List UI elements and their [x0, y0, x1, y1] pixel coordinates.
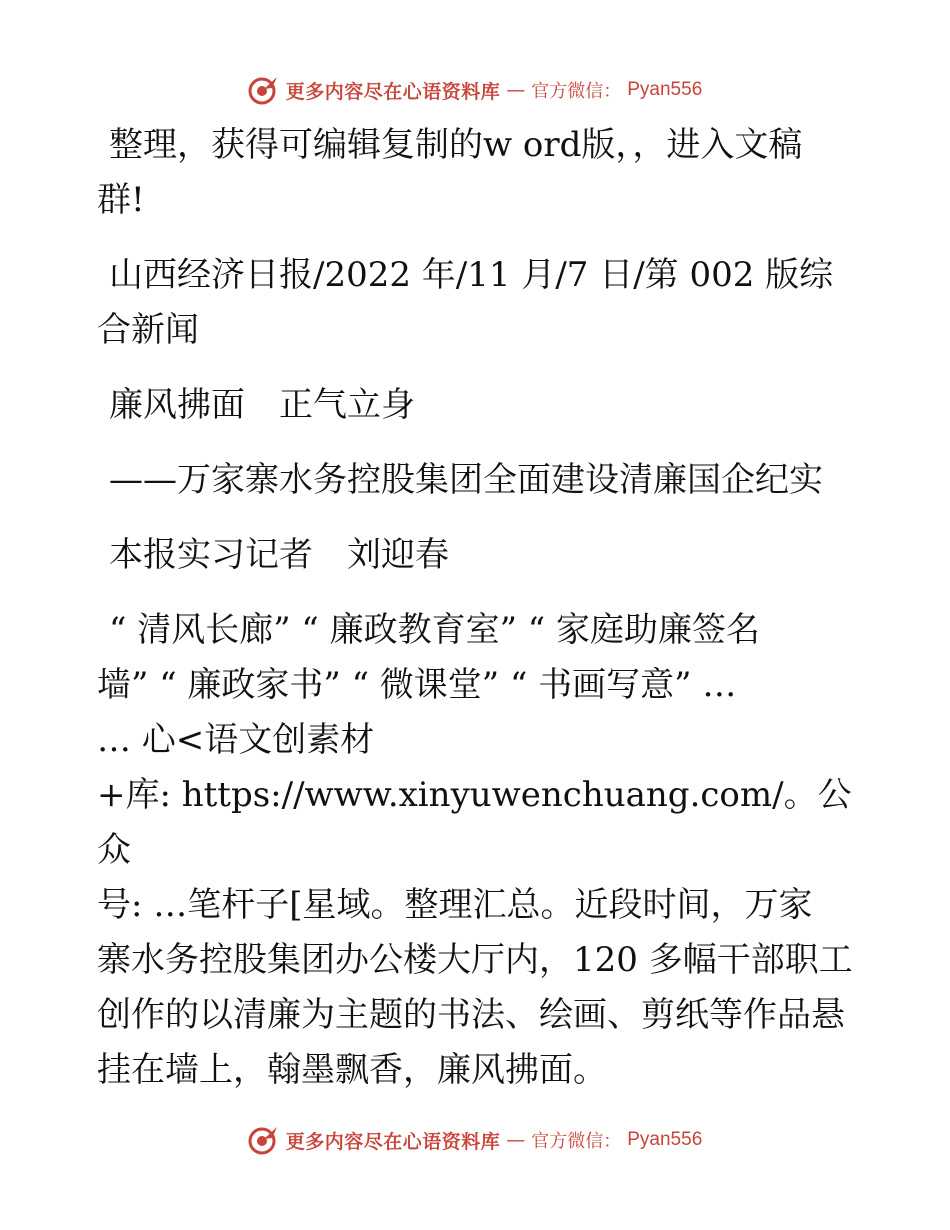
body-line-4: +库: https://www.xinyuwenchuang.com/。公众: [97, 775, 852, 870]
article-byline: 本报实习记者 刘迎春: [109, 535, 449, 575]
body-line-5: 号: …笔杆子[星域。整理汇总。近段时间，万家: [97, 885, 813, 925]
banner-wechat-id: Pyan556: [627, 1129, 703, 1150]
banner-wechat-label: 官方微信：: [531, 1131, 622, 1152]
body-line-7: 创作的以清廉为主题的书法、绘画、剪纸等作品悬: [97, 995, 845, 1035]
banner-dash: —: [506, 1129, 526, 1151]
source-paragraph: [97, 248, 857, 358]
banner-wechat-label: 官方微信：: [531, 81, 622, 102]
body-line-2: 墙” “ 廉政家书” “ 微课堂” “ 书画写意” …: [97, 665, 737, 705]
document-body: [97, 118, 857, 1118]
body-line-3: … 心<语文创素材: [97, 720, 375, 760]
header-watermark-banner: [0, 70, 950, 110]
body-paragraph: [97, 603, 857, 1098]
quill-logo-icon: [248, 1124, 280, 1156]
banner-text: 更多内容尽在心语资料库: [285, 1130, 501, 1153]
intro-line-2: 群!: [97, 180, 145, 220]
source-line-2: 合新闻: [97, 310, 199, 350]
footer-watermark-banner: [0, 1120, 950, 1160]
article-title: 廉风拂面 正气立身: [109, 385, 415, 425]
quill-logo-icon: [248, 74, 280, 106]
banner-wechat-id: Pyan556: [627, 79, 703, 100]
source-line-1: 山西经济日报/2022 年/11 月/7 日/第 002 版综: [109, 255, 834, 295]
banner-dash: —: [506, 79, 526, 101]
article-subtitle: ——万家寨水务控股集团全面建设清廉国企纪实: [109, 460, 823, 500]
intro-paragraph: [97, 118, 857, 228]
body-line-6: 寨水务控股集团办公楼大厅内，120 多幅干部职工: [97, 940, 853, 980]
body-line-8: 挂在墙上，翰墨飘香，廉风拂面。: [97, 1050, 607, 1090]
banner-text: 更多内容尽在心语资料库: [285, 80, 501, 103]
body-line-1: “ 清风长廊” “ 廉政教育室” “ 家庭助廉签名: [109, 610, 760, 650]
intro-line-1: 整理，获得可编辑复制的w ord版，，进入文稿: [109, 125, 803, 165]
